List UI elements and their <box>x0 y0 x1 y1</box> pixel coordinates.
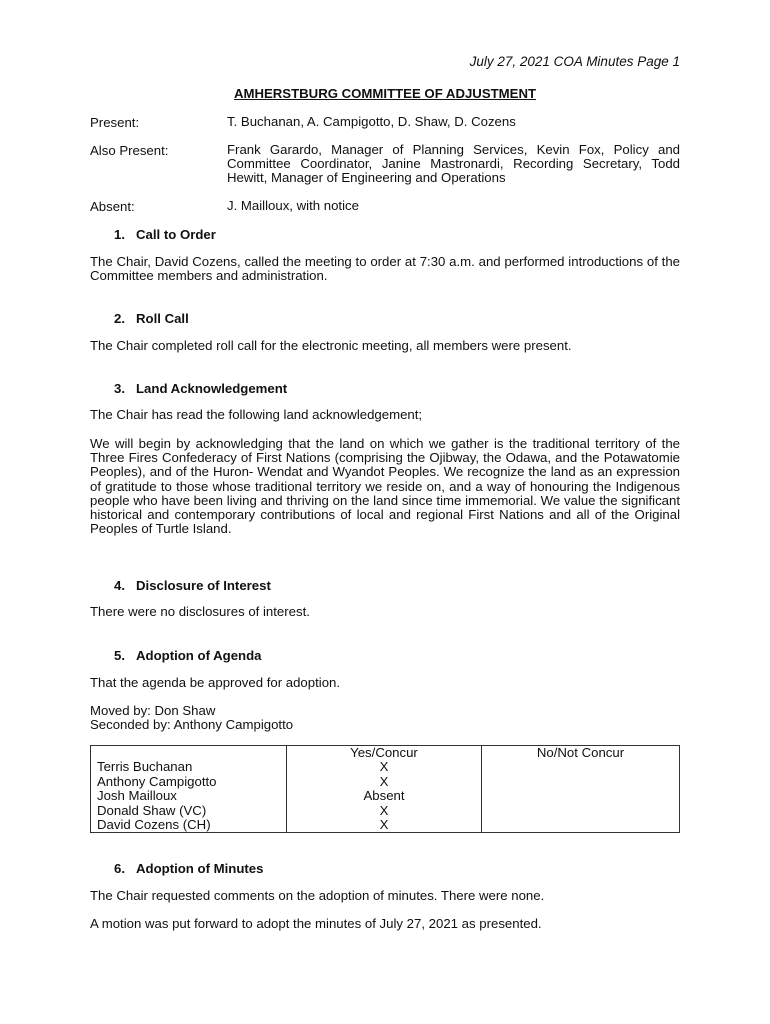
member-yes: X <box>287 760 482 774</box>
minutes-comments-text: The Chair requested comments on the adoption of minutes. There were none. <box>90 888 545 903</box>
roll-call-text: The Chair completed roll call for the electronic meeting, all members were present. <box>90 338 572 353</box>
section-number: 2. <box>114 311 125 326</box>
call-to-order-text: The Chair, David Cozens, called the meeting to order at 7:30 a.m. and performed introductions of the Committee members and administration. <box>90 254 680 284</box>
member-yes: X <box>287 818 482 833</box>
table-row <box>91 804 680 818</box>
also-present-label: Also Present: <box>90 143 169 158</box>
section-number: 4. <box>114 578 125 593</box>
vote-table <box>90 745 680 833</box>
section-number: 5. <box>114 648 125 663</box>
section-heading-adoption-of-minutes <box>114 861 263 876</box>
section-heading-call-to-order <box>114 227 216 242</box>
member-no <box>482 775 680 789</box>
section-title: Disclosure of Interest <box>136 578 271 593</box>
header-name-cell <box>91 746 287 761</box>
table-row <box>91 818 680 833</box>
table-row <box>91 775 680 789</box>
section-heading-adoption-of-agenda <box>114 648 262 663</box>
member-name: Terris Buchanan <box>91 760 287 774</box>
section-number: 1. <box>114 227 125 242</box>
header-yes-cell: Yes/Concur <box>287 746 482 761</box>
document-title: AMHERSTBURG COMMITTEE OF ADJUSTMENT <box>233 86 537 101</box>
member-yes: X <box>287 775 482 789</box>
present-label: Present: <box>90 115 140 130</box>
section-title: Land Acknowledgement <box>136 381 288 396</box>
member-name: Anthony Campigotto <box>91 775 287 789</box>
also-present-value: Frank Garardo, Manager of Planning Services, Kevin Fox, Policy and Committee Coordinator, Janine Mastronardi, Recording Secretary, Todd Hewitt, Manager of Engineering and Operations <box>227 142 680 186</box>
page-header: July 27, 2021 COA Minutes Page 1 <box>469 54 680 69</box>
section-title: Adoption of Minutes <box>136 861 264 876</box>
member-yes: X <box>287 804 482 818</box>
present-value: T. Buchanan, A. Campigotto, D. Shaw, D. Cozens <box>227 114 516 129</box>
absent-label: Absent: <box>90 199 135 214</box>
header-no-cell: No/Not Concur <box>482 746 680 761</box>
land-acknowledgement-intro: The Chair has read the following land acknowledgement; <box>90 407 423 422</box>
member-name: Donald Shaw (VC) <box>91 804 287 818</box>
member-no <box>482 789 680 803</box>
land-acknowledgement-text: We will begin by acknowledging that the land on which we gather is the traditional territory of the Three Fires Confederacy of First Nations (comprising the Ojibway, the Odawa, and the Potawatomie Peoples), and of the Huron- Wendat and Wyandot Peoples. We recognize the land as an expression of gratitude to those whose traditional territory we reside on, and a way of honouring the Indigenous people who have been living and thriving on the land since time immemorial. We value the significant historical and contemporary contributions of local and regional First Nations and all of the Original Peoples of Turtle Island. <box>90 436 680 537</box>
section-number: 3. <box>114 381 125 396</box>
member-name: Josh Mailloux <box>91 789 287 803</box>
disclosure-text: There were no disclosures of interest. <box>90 604 310 619</box>
member-yes: Absent <box>287 789 482 803</box>
section-heading-disclosure-of-interest <box>114 578 271 593</box>
section-title: Call to Order <box>136 227 216 242</box>
section-heading-land-acknowledgement <box>114 381 287 396</box>
section-heading-roll-call <box>114 311 189 326</box>
member-no <box>482 804 680 818</box>
section-number: 6. <box>114 861 125 876</box>
moved-by: Moved by: Don Shaw <box>90 703 216 718</box>
seconded-by: Seconded by: Anthony Campigotto <box>90 717 294 732</box>
section-title: Roll Call <box>136 311 189 326</box>
section-title: Adoption of Agenda <box>136 648 262 663</box>
vote-table-header-row <box>91 746 680 761</box>
member-no <box>482 818 680 833</box>
table-row <box>91 760 680 774</box>
table-row <box>91 789 680 803</box>
minutes-motion-text: A motion was put forward to adopt the minutes of July 27, 2021 as presented. <box>90 916 542 931</box>
member-no <box>482 760 680 774</box>
absent-value: J. Mailloux, with notice <box>227 198 359 213</box>
agenda-motion-text: That the agenda be approved for adoption. <box>90 675 341 690</box>
member-name: David Cozens (CH) <box>91 818 287 833</box>
